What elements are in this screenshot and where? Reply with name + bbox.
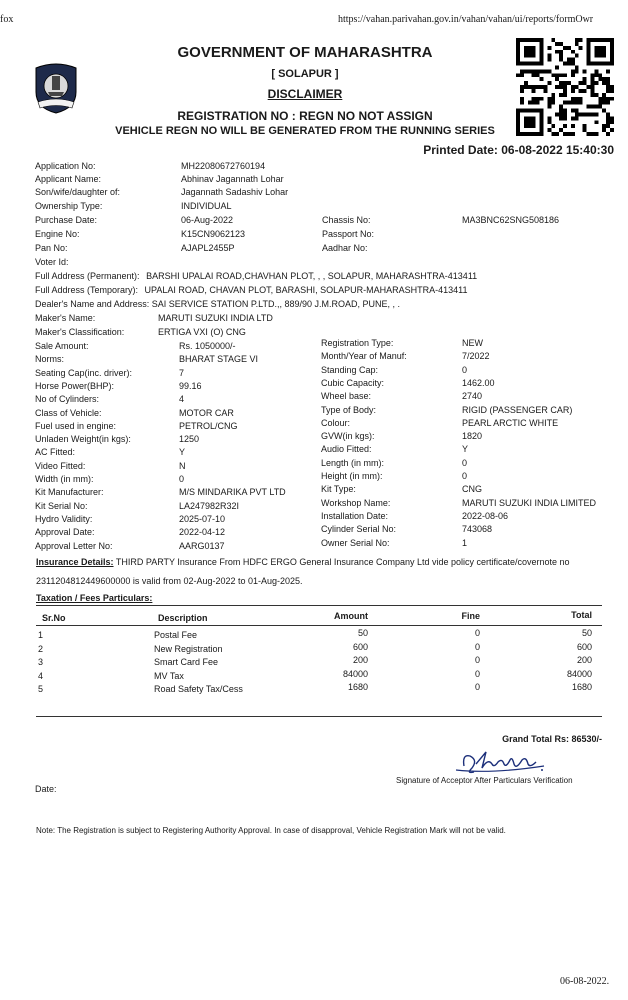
row-total: 50 bbox=[581, 628, 592, 638]
address-label: Full Address (Permanent): bbox=[35, 271, 140, 281]
spec-value: 0 bbox=[462, 364, 468, 375]
detail-value: Jagannath Sadashiv Lohar bbox=[181, 187, 289, 197]
registration-note: Note: The Registration is subject to Registering Authority Approval. In case of disapproval, Vehicle Registration Mark will not be valid. bbox=[36, 826, 506, 835]
row-srno: 4 bbox=[38, 670, 44, 681]
dealer-address bbox=[35, 299, 400, 309]
browser-url[interactable]: https://vahan.parivahan.gov.in/vahan/vahan/ui/reports/formOwr bbox=[338, 14, 594, 25]
row-amount: 50 bbox=[357, 628, 368, 638]
spec-label: Type of Body: bbox=[321, 404, 377, 415]
spec-label: Cubic Capacity: bbox=[321, 377, 385, 388]
spec-value: PETROL/CNG bbox=[179, 420, 238, 431]
spec-label: Sale Amount: bbox=[35, 341, 89, 351]
row-srno: 2 bbox=[38, 643, 44, 654]
row-amount: 600 bbox=[352, 641, 368, 652]
disclaimer-heading: DISCLAIMER bbox=[267, 87, 343, 101]
spec-value: 2022-08-06 bbox=[462, 510, 509, 521]
spec-label: Audio Fitted: bbox=[321, 444, 372, 455]
row-fine: 0 bbox=[474, 682, 480, 692]
spec-label: Approval Date: bbox=[35, 527, 95, 538]
row-srno: 1 bbox=[38, 630, 44, 640]
row-total: 200 bbox=[576, 655, 592, 665]
spec-label: Owner Serial No: bbox=[321, 537, 390, 548]
row-fine: 0 bbox=[474, 641, 480, 652]
taxation-heading: Taxation / Fees Particulars: bbox=[36, 593, 153, 603]
row-total: 1680 bbox=[571, 682, 592, 692]
spec-value: 1462.00 bbox=[462, 377, 495, 388]
spec-value: Rs. 1050000/- bbox=[179, 341, 236, 351]
insurance-details bbox=[36, 557, 570, 567]
detail-value: MH22080672760194 bbox=[181, 161, 266, 171]
date-label: Date: bbox=[35, 784, 57, 794]
spec-label: Length (in mm): bbox=[321, 457, 385, 468]
spec-label: Registration Type: bbox=[321, 338, 394, 348]
row-fine: 0 bbox=[474, 628, 480, 638]
spec-label: No of Cylinders: bbox=[35, 394, 100, 405]
spec-label: Fuel used in engine: bbox=[35, 420, 117, 431]
spec-value: 1 bbox=[462, 537, 468, 548]
detail-value: INDIVIDUAL bbox=[181, 201, 232, 211]
column-header-description: Description bbox=[158, 613, 208, 623]
handwritten-signature bbox=[452, 744, 552, 780]
table-top-rule bbox=[36, 605, 602, 606]
spec-label: Kit Serial No: bbox=[35, 500, 88, 511]
row-total: 600 bbox=[576, 641, 592, 652]
spec-value: 1820 bbox=[462, 431, 483, 442]
spec-value: 0 bbox=[462, 471, 468, 481]
address-value: UPALAI ROAD, CHAVAN PLOT, BARASHI, SOLAPUR-MAHARASHTRA-413411 bbox=[144, 285, 468, 295]
spec-value: 7 bbox=[179, 367, 185, 378]
detail-label: Aadhar No: bbox=[322, 243, 368, 253]
detail-label: Engine No: bbox=[35, 229, 80, 239]
row-description: MV Tax bbox=[154, 670, 184, 681]
spec-label: Width (in mm): bbox=[35, 474, 94, 484]
spec-label: Month/Year of Manuf: bbox=[321, 351, 407, 362]
column-header-srno: Sr.No bbox=[42, 613, 66, 623]
spec-value: 2740 bbox=[462, 391, 483, 402]
spec-label: Standing Cap: bbox=[321, 364, 379, 375]
spec-label: Workshop Name: bbox=[321, 497, 391, 508]
spec-value: LA247982R32I bbox=[179, 500, 240, 511]
spec-label: GVW(in kgs): bbox=[321, 431, 375, 442]
row-fine: 0 bbox=[474, 668, 480, 679]
spec-value: AARG0137 bbox=[179, 540, 225, 551]
row-srno: 5 bbox=[38, 684, 44, 694]
detail-label: Pan No: bbox=[35, 243, 68, 253]
detail-label: Applicant Name: bbox=[35, 174, 102, 184]
detail-value: Abhinav Jagannath Lohar bbox=[181, 174, 284, 184]
maker-class-value: ERTIGA VXI (O) CNG bbox=[158, 327, 246, 337]
spec-label: Horse Power(BHP): bbox=[35, 380, 115, 391]
spec-value: N bbox=[179, 460, 186, 471]
row-amount: 200 bbox=[352, 655, 368, 665]
row-description: Postal Fee bbox=[154, 630, 198, 640]
maker-name-label: Maker's Name: bbox=[35, 313, 96, 323]
spec-value: MOTOR CAR bbox=[179, 407, 234, 418]
rto-city: [ SOLAPUR ] bbox=[271, 68, 339, 80]
spec-value: CNG bbox=[462, 484, 482, 495]
detail-value: AJAPL2455P bbox=[181, 243, 235, 253]
spec-label: Approval Letter No: bbox=[35, 540, 113, 551]
row-total: 84000 bbox=[566, 668, 592, 679]
detail-label: Passport No: bbox=[322, 229, 375, 239]
row-amount: 84000 bbox=[342, 668, 368, 679]
spec-value: 0 bbox=[462, 457, 468, 468]
signature-caption: Signature of Acceptor After Particulars Verification bbox=[396, 776, 573, 785]
spec-value: MARUTI SUZUKI INDIA LIMITED bbox=[462, 497, 597, 508]
insurance-text: THIRD PARTY Insurance From HDFC ERGO General Insurance Company Ltd vide policy certificate/covernote no bbox=[113, 557, 570, 567]
column-header-fine: Fine bbox=[461, 611, 480, 621]
spec-label: Hydro Validity: bbox=[35, 513, 93, 524]
spec-label: Norms: bbox=[35, 354, 64, 365]
spec-label: Height (in mm): bbox=[321, 471, 383, 481]
row-description: Smart Card Fee bbox=[154, 657, 219, 667]
spec-value: BHARAT STAGE VI bbox=[179, 354, 259, 365]
spec-value: 0 bbox=[179, 474, 185, 484]
detail-label: Purchase Date: bbox=[35, 215, 98, 225]
series-note: VEHICLE REGN NO WILL BE GENERATED FROM THE RUNNING SERIES bbox=[115, 125, 495, 137]
table-header-rule bbox=[36, 625, 602, 626]
registration-number-heading: REGISTRATION NO : REGN NO NOT ASSIGN bbox=[177, 109, 433, 123]
spec-value: 99.16 bbox=[179, 380, 202, 391]
spec-label: Kit Type: bbox=[321, 484, 356, 495]
column-header-amount: Amount bbox=[334, 611, 368, 621]
maker-name-value: MARUTI SUZUKI INDIA LTD bbox=[158, 313, 273, 323]
address-value: SAI SERVICE STATION P.LTD.,, 889/90 J.M.ROAD, PUNE, , . bbox=[151, 299, 401, 309]
spec-label: Video Fitted: bbox=[35, 460, 86, 471]
grand-total: Grand Total Rs: 86530/- bbox=[502, 734, 602, 744]
browser-title-fragment: fox bbox=[0, 14, 14, 25]
row-fine: 0 bbox=[474, 655, 480, 665]
spec-value: Y bbox=[462, 444, 469, 455]
permanent-address bbox=[35, 271, 477, 281]
detail-label: Ownership Type: bbox=[35, 201, 103, 211]
detail-value: MA3BNC62SNG508186 bbox=[462, 215, 560, 225]
spec-label: Colour: bbox=[321, 417, 351, 428]
spec-label: Class of Vehicle: bbox=[35, 407, 102, 418]
spec-label: Wheel base: bbox=[321, 391, 372, 402]
spec-value: 1250 bbox=[179, 434, 200, 445]
detail-value: 06-Aug-2022 bbox=[181, 215, 234, 225]
address-label: Full Address (Temporary): bbox=[35, 285, 139, 295]
detail-value: K15CN9062123 bbox=[181, 229, 246, 239]
spec-value: 4 bbox=[179, 394, 185, 405]
insurance-validity: 2311204812449600000 is valid from 02-Aug-2022 to 01-Aug-2025. bbox=[36, 576, 303, 586]
spec-value: 7/2022 bbox=[462, 351, 490, 362]
printed-date: Printed Date: 06-08-2022 15:40:30 bbox=[423, 143, 614, 157]
government-title: GOVERNMENT OF MAHARASHTRA bbox=[177, 44, 433, 61]
temporary-address bbox=[35, 285, 467, 295]
row-amount: 1680 bbox=[347, 682, 368, 692]
detail-label: Application No: bbox=[35, 161, 96, 171]
detail-label: Voter Id: bbox=[35, 257, 69, 267]
row-description: Road Safety Tax/Cess bbox=[154, 684, 243, 694]
spec-value: 743068 bbox=[462, 524, 493, 535]
spec-value: RIGID (PASSENGER CAR) bbox=[462, 404, 573, 415]
insurance-label: Insurance Details: bbox=[36, 557, 114, 567]
row-srno: 3 bbox=[38, 657, 44, 667]
spec-value: 2025-07-10 bbox=[179, 513, 226, 524]
spec-label: Installation Date: bbox=[321, 510, 389, 521]
spec-label: Seating Cap(inc. driver): bbox=[35, 367, 133, 378]
address-label: Dealer's Name and Address: bbox=[35, 299, 150, 309]
row-description: New Registration bbox=[154, 643, 223, 654]
spec-value: M/S MINDARIKA PVT LTD bbox=[179, 487, 286, 498]
footer-date: 06-08-2022. bbox=[560, 976, 610, 987]
spec-value: Y bbox=[179, 447, 186, 458]
spec-label: AC Fitted: bbox=[35, 447, 76, 458]
detail-label: Chassis No: bbox=[322, 215, 371, 225]
maker-class-label: Maker's Classification: bbox=[35, 327, 125, 337]
spec-label: Kit Manufacturer: bbox=[35, 487, 104, 498]
address-value: BARSHI UPALAI ROAD,CHAVHAN PLOT, , , SOLAPUR, MAHARASHTRA-413411 bbox=[146, 271, 478, 281]
spec-label: Unladen Weight(in kgs): bbox=[35, 434, 131, 445]
spec-label: Cylinder Serial No: bbox=[321, 524, 397, 535]
column-header-total: Total bbox=[571, 610, 592, 620]
spec-value: PEARL ARCTIC WHITE bbox=[462, 417, 559, 428]
table-bottom-rule bbox=[36, 716, 602, 717]
detail-label: Son/wife/daughter of: bbox=[35, 187, 121, 197]
spec-value: 2022-04-12 bbox=[179, 527, 226, 538]
spec-value: NEW bbox=[462, 338, 483, 348]
